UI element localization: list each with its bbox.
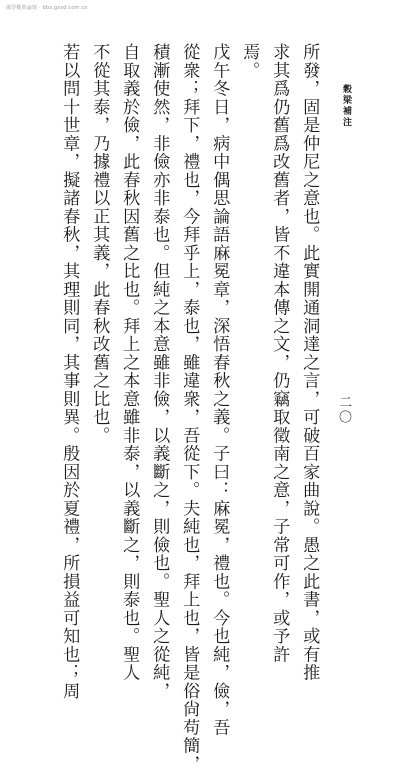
text-column-2: 求其爲仍舊爲改舊者，皆不違本傳之文，仍竊取徵南之意，子常可作，或予許: [269, 43, 290, 664]
text-column-4: 戊午冬日，病中偶思論語麻冕章，深悟春秋之義。子曰：麻冕，禮也。今也純，儉，吾: [209, 43, 230, 737]
watermark: 國學數典論壇 · bbs.gxsd.com.cn: [6, 5, 88, 11]
body-text: [56, 43, 324, 773]
text-column-9: 若以問十世章，擬諸春秋，其理則同，其事則異。殷因於夏禮，所損益可知也；周: [59, 43, 80, 700]
text-column-5: 從衆；拜下，禮也，今拜乎上，泰也，雖違衆，吾從下。夫純也，拜上也，皆是俗尙苟簡，: [179, 43, 200, 773]
page-number: 二〇: [336, 395, 351, 425]
text-column-1: 所發，固是仲尼之意也。此實開通洞達之言，可破百家曲說。愚之此書，或有推: [299, 43, 320, 682]
running-header-title: 穀梁補注: [341, 84, 351, 128]
text-column-7: 自取義於儉，此春秋因舊之比也。拜上之本意雖非泰，以義斷之，則泰也。聖人: [119, 43, 140, 682]
text-column-8: 不從其泰，乃據禮以正其義，此春秋改舊之比也。: [89, 43, 110, 445]
text-column-3: 焉。: [239, 43, 260, 80]
text-column-6: 積漸使然，非儉亦非泰也。但純之本意雖非儉，以義斷之，則儉也。聖人之從純，: [149, 43, 170, 700]
